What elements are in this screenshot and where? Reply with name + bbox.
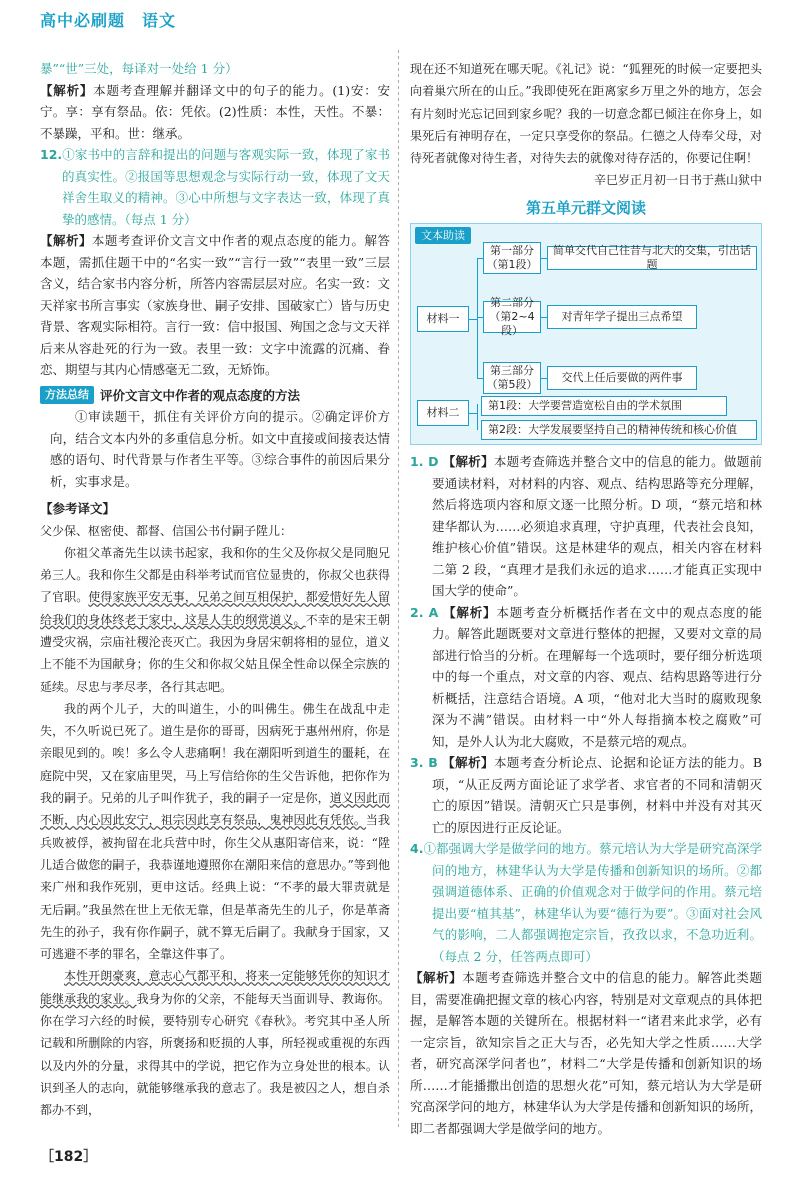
connector <box>477 404 478 430</box>
analysis-text: 本题考查评价文言文中作者的观点态度的能力。解答本题，需抓住题干中的“名实一致”“言行一致”“表里一致”三层含义，结合家书内容分析，所答内容需层层对应。名实一致：文天祥家书所言事实（家族身世、嗣子安排、国破家亡）皆与历史背景、客观实际相符。言行一致：信中报国、殉国之念与文天祥后来从容赴死的行为一致。表里一致：文字中流露的沉痛、眷恋、期望与其内心情感毫无二致，无矫饰。 <box>40 233 391 377</box>
analysis-4 <box>410 967 762 1139</box>
answer-text: ①都强调大学是做学问的地方。蔡元培认为大学是研究高深学问的地方，林建华认为大学是传播和创新知识的场所。②都强调道德体系、正确的价值观念对于做学问的作用。蔡元培提出要“植其基”，林建华认为要“德行为要”。③面对社会风气的影响，二人都强调抱定宗旨，孜孜以求，不急功近利。（每点 2 分，任答两点即可） <box>423 841 762 964</box>
analysis-text: 本题考查筛选并整合文中的信息的能力。解答此类题目，需要准确把握文章的核心内容，特别是对文章观点的具体把握，是解答本题的关键所在。根据材料一“诸君来此求学，必有一定宗旨，欲知宗旨之正大与否，必先知大学之性质……大学者，研究高深学问者也”，材料二“大学是传播和创新知识的场所……才能播撒出创造的思想火花”可知，蔡元培认为大学是研究高深学问的地方，林建华认为大学是传播和创新知识的场所，即二者都强调大学是做学问的地方。 <box>410 970 762 1136</box>
answer-3 <box>410 752 762 838</box>
segment-two-box: 第2段：大学发展要坚持自己的精神传统和核心价值 <box>481 420 757 440</box>
method-tag: 方法总结 <box>40 386 94 404</box>
underlined-text: 本性开朗豪爽，意志心气都平和，将来一定能够凭你的知识才能继承我的家业。 <box>40 969 390 1006</box>
translation-text: 当我兵败被俘，被拘留在北兵营中时，你生父从惠阳寄信来，说：“陞儿适合做您的嗣子，我恭谨地遵照你在潮阳来信的意思办。”等到他来广州和我作死别，更申这话。经典上说：“不孝的最大罪责就是无后嗣。”我虽然在世上无依无靠，但是革斋先生的儿子，你是革斋先生的孙子，我有你作嗣子，就不算无后嗣了。我献身于国家，又可逃避不孝的罪名，全靠这件事了。 <box>40 813 390 962</box>
diagram-tag: 文本助读 <box>415 227 471 244</box>
method-body: ①审读题干，抓住有关评价方向的提示。②确定评价方向，结合文本内外的多重信息分析。如文中直接或间接表达情感的语句、时代背景与作者生平等。③综合事件的前因后果分析，实事求是。 <box>50 409 390 489</box>
analysis-text: 本题考查理解并翻译文中的句子的能力。(1)安：安宁。享：享有祭品。依：凭依。(2)性质：本性，天性。不暴：不暴躁，平和。世：继承。 <box>40 82 390 141</box>
answer-4 <box>410 838 762 967</box>
analysis-text: 本题考查分析论点、论据和论证方法的能力。B 项，“从正反两方面论证了求学者、求官者的不同和清朝灭亡的原因”错误。清朝灭亡只是事例，材料中并没有对其灭亡的原因进行正反论证。 <box>432 755 763 835</box>
part-one-desc: 简单交代自己往昔与北大的交集，引出话题 <box>547 246 757 270</box>
analysis-text: 本题考查筛选并整合文中的信息的能力。做题前要通读材料，对材料的内容、观点、结构思路等充分理解，然后将选项内容和原文逐一比照分析。D 项，“蔡元培和林建华都认为……必须追求真理，守护真理，代表社会良知，维护核心价值”错误。这是林建华的观点，相关内容在材料二第 2 段，“真理才是我们永远的追求……才能真正实现中国大学的使命”。 <box>432 454 762 599</box>
part-three-box: 第三部分（第5段） <box>483 362 541 394</box>
translation-paragraph <box>40 698 390 966</box>
connector <box>469 319 477 320</box>
connector <box>469 413 477 414</box>
part-one-box: 第一部分（第1段） <box>483 242 541 274</box>
analysis-tag: 【解析】 <box>442 454 494 470</box>
question-number: 2. A <box>410 604 439 620</box>
question-number: 1. D <box>410 454 439 470</box>
right-column <box>410 58 762 1139</box>
underlined-text: 使得家族平安无事，兄弟之间互相保护，都爱惜好先人留给我们的身体终老于家中，这是人生的纲常道义。 <box>40 590 390 627</box>
material-one-box: 材料一 <box>417 306 469 332</box>
analysis-text: 本题考查分析概括作者在文中的观点态度的能力。解答此题既要对文章进行整体的把握，又要对文章的局部进行恰当的分析。在理解每一个选项时，要仔细分析选项中的每一个重点，对文章的内容、观点、结构思路等进行分析概括，注意结合语境。A 项，“他对北大当时的腐败现象深为不满”错误。由材料一中“外人每指摘本校之腐败”可知，是外人认为北大腐败，不是蔡元培的观点。 <box>432 604 762 749</box>
underlined-text: 道义因此而不断，内心因此安宁，祖宗因此享有祭品，鬼神因此有凭依。 <box>40 791 390 828</box>
section-title: 第五单元群文阅读 <box>525 198 646 217</box>
translation-text: 你祖父革斋先生以读书起家，我和你的生父及你叔父是同胞兄弟三人。我和你生父都是由科举考试而官位显贵的，你叔父也获得了官职。 <box>40 545 390 605</box>
translation-line: 父少保、枢密使、都督、信国公书付嗣子陞儿： <box>40 523 293 538</box>
reference-translation-tag: 【参考译文】 <box>40 501 116 516</box>
analysis-tag: 【解析】 <box>410 970 463 986</box>
analysis-11 <box>40 80 390 145</box>
page-header: 高中必刷题 语文 <box>40 11 177 30</box>
method-heading <box>40 385 390 407</box>
page-number-value: 182 <box>54 1149 84 1165</box>
question-number: 4. <box>410 841 424 857</box>
answer-2 <box>410 602 762 753</box>
part-two-desc: 对青年学子提出三点希望 <box>547 305 697 329</box>
question-number: 12. <box>40 147 63 162</box>
analysis-tag: 【解析】 <box>40 233 92 248</box>
answer-tail: 暴”“世”三处，每译对一处给 1 分） <box>40 61 238 76</box>
segment-one-box: 第1段：大学要营造宽松自由的学术氛围 <box>481 396 727 416</box>
answer-1 <box>410 451 762 602</box>
translation-paragraph: 现在还不知道死在哪天呢。《礼记》说：“狐狸死的时候一定要把头向着巢穴所在的山丘。”我即使死在距离家乡万里之外的地方，怎会有片刻时光忘记回到家乡呢？我的一切意念都已倾注在你身上，如果死后有神明存在，一定只享受你的祭品。仁德之人侍奉父母，对待死者就像对待生者，对待失去的就像对待存活的，你要记住啊！ <box>410 62 762 166</box>
analysis-tag: 【解析】 <box>40 82 94 98</box>
analysis-12 <box>40 230 390 381</box>
answer-12 <box>40 144 390 230</box>
analysis-tag: 【解析】 <box>443 604 497 620</box>
part-two-box: 第二部分（第2~4段） <box>483 301 541 333</box>
translation-text: 不幸的是宋王朝遭受灾祸，宗庙社稷沦丧灭亡。我因为身居宋朝将相的显位，道义上不能不为国献身；你的生父和你叔父姑且保全性命以保全宗族的延续。尽忠与孝尽孝，各行其志吧。 <box>40 612 390 694</box>
page-number: ［182］ <box>40 1149 98 1165</box>
answer-text: ①家书中的言辞和提出的问题与客观实际一致，体现了家书的真实性。②报国等思想观念与实际行动一致，体现了文天祥舍生取义的精神。③心中所想与文字表达一致，体现了真挚的感情。（每点 1 分） <box>62 147 390 227</box>
translation-paragraph <box>40 965 390 1121</box>
letter-signature: 辛巳岁正月初一日书于燕山狱中 <box>593 173 762 188</box>
left-column <box>40 58 390 1122</box>
analysis-tag: 【解析】 <box>442 755 494 771</box>
translation-text: 我身为你的父亲，不能每天当面训导、教诲你。你在学习六经的时候，要特别专心研究《春秋》。考究其中圣人所记载和所删除的内容，所褒扬和贬损的人事，所轻视或重视的东西以及内外的分量，求得其中的学说，把它作为立身处世的根本。认识到圣人的志向，就能够继承我的意志了。我是被囚之人，想自杀都办不到， <box>40 991 390 1118</box>
question-number: 3. B <box>410 755 438 771</box>
material-two-box: 材料二 <box>417 400 469 426</box>
text-structure-diagram <box>410 223 762 445</box>
connector <box>477 258 478 379</box>
translation-text: 我的两个儿子，大的叫道生，小的叫佛生。佛生在战乱中走失，不久听说已死了。道生是你的哥哥，因病死于惠州州府，你是亲眼见到的。唉！多么令人悲痛啊！我在潮阳听到道生的噩耗，在庭院中哭，又在家庙里哭，马上写信给你的生父告诉他，把你作为我的嗣子。兄弟的儿子叫作犹子，我的嗣子一定是你， <box>40 701 390 806</box>
part-three-desc: 交代上任后要做的两件事 <box>547 366 697 390</box>
column-divider <box>398 50 399 1130</box>
method-summary <box>40 385 390 493</box>
translation-paragraph <box>40 542 390 698</box>
reference-translation <box>40 520 390 1122</box>
method-title: 评价文言文中作者的观点态度的方法 <box>100 387 301 403</box>
